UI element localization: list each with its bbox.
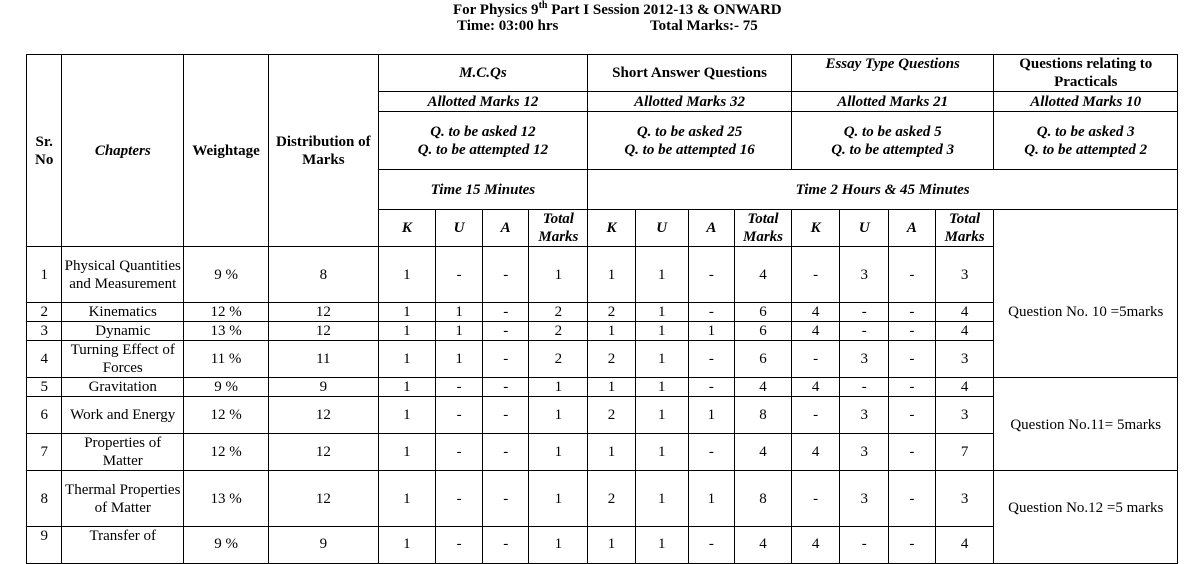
short-u: U — [635, 210, 688, 247]
table-row: 7 Properties of Matter 12 % 12 1 - - 1 1 1 - 4 4 3 - 7 — [27, 434, 1178, 471]
blueprint-table — [26, 54, 1178, 564]
mcq-questions: Q. to be asked 12 Q. to be attempted 12 — [378, 112, 588, 170]
chapter-name: Dynamic — [62, 322, 184, 341]
time-mcq: Time 15 Minutes — [378, 170, 588, 210]
short-a: A — [688, 210, 735, 247]
practical-title: Questions relating to Practicals — [994, 55, 1178, 92]
practical-questions: Q. to be asked 3 Q. to be attempted 2 — [994, 112, 1178, 170]
mcq-title: M.C.Qs — [378, 55, 588, 92]
essay-k: K — [791, 210, 840, 247]
time-label: Time: 03:00 hrs — [457, 18, 559, 34]
short-questions: Q. to be asked 25 Q. to be attempted 16 — [588, 112, 792, 170]
col-sr-no: Sr. No — [27, 55, 62, 247]
chapter-name: Gravitation — [62, 378, 184, 397]
short-total: Total Marks — [735, 210, 792, 247]
title-text-rest: Part I Session 2012-13 & ONWARD — [547, 2, 782, 18]
title-superscript: th — [538, 0, 548, 11]
practical-q10: Question No. 10 =5marks — [994, 247, 1178, 378]
mcq-k: K — [378, 210, 436, 247]
col-distribution: Distribution of Marks — [269, 55, 378, 247]
chapter-name: Physical Quantities and Measurement — [62, 247, 184, 303]
essay-a: A — [889, 210, 936, 247]
essay-title: Essay Type Questions — [791, 55, 994, 92]
chapter-name: Work and Energy — [62, 397, 184, 434]
time-rest: Time 2 Hours & 45 Minutes — [588, 170, 1178, 210]
mcq-u: U — [436, 210, 483, 247]
table-row: 1 Physical Quantities and Measurement 9 % 8 1 - - 1 1 1 - 4 - 3 - 3 Question No. 10 =5marks — [27, 247, 1178, 303]
practical-q12: Question No.12 =5 marks — [994, 471, 1178, 564]
chapter-name: Transfer of — [62, 527, 184, 564]
essay-total: Total Marks — [935, 210, 994, 247]
table-row: 4 Turning Effect of Forces 11 % 11 1 1 - 2 2 1 - 6 - 3 - 3 — [27, 341, 1178, 378]
essay-u: U — [840, 210, 889, 247]
mcq-a: A — [482, 210, 529, 247]
chapter-name: Kinematics — [62, 303, 184, 322]
chapter-name: Properties of Matter — [62, 434, 184, 471]
table-row: 2 Kinematics 12 % 12 1 1 - 2 2 1 - 6 4 - - 4 — [27, 303, 1178, 322]
total-marks-label: Total Marks:- 75 — [650, 18, 758, 34]
short-title: Short Answer Questions — [588, 55, 792, 92]
chapter-name: Thermal Properties of Matter — [62, 471, 184, 527]
mcq-allotted: Allotted Marks 12 — [378, 92, 588, 112]
essay-questions: Q. to be asked 5 Q. to be attempted 3 — [791, 112, 994, 170]
title-text: For Physics 9 — [453, 2, 539, 18]
practical-allotted: Allotted Marks 10 — [994, 92, 1178, 112]
essay-allotted: Allotted Marks 21 — [791, 92, 994, 112]
mcq-total: Total Marks — [529, 210, 588, 247]
col-weightage: Weightage — [184, 55, 269, 247]
practical-blank — [994, 210, 1178, 247]
short-k: K — [588, 210, 636, 247]
table-row: 3 Dynamic 13 % 12 1 1 - 2 1 1 1 6 4 - - 4 — [27, 322, 1178, 341]
table-row: 8 Thermal Properties of Matter 13 % 12 1 - - 1 2 1 1 8 - 3 - 3 Question No.12 =5 marks — [27, 471, 1178, 527]
table-row: 5 Gravitation 9 % 9 1 - - 1 1 1 - 4 4 - - 4 Question No.11= 5marks — [27, 378, 1178, 397]
table-row: 9 Transfer of 9 % 9 1 - - 1 1 1 - 4 4 - - 4 — [27, 527, 1178, 564]
table-row: 6 Work and Energy 12 % 12 1 - - 1 2 1 1 8 - 3 - 3 — [27, 397, 1178, 434]
chapter-name: Turning Effect of Forces — [62, 341, 184, 378]
short-allotted: Allotted Marks 32 — [588, 92, 792, 112]
col-chapters: Chapters — [62, 55, 184, 247]
practical-q11: Question No.11= 5marks — [994, 378, 1178, 471]
